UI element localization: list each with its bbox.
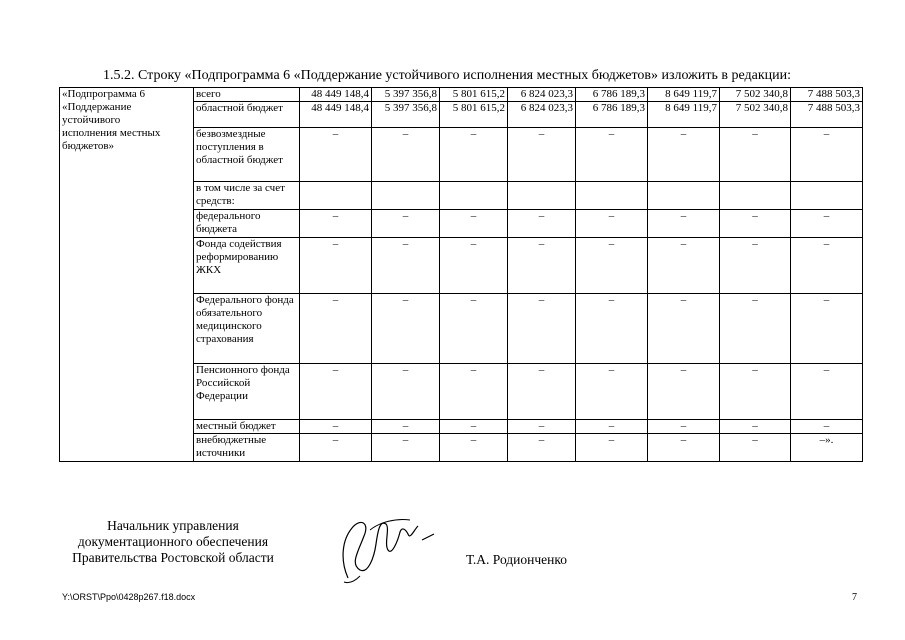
program-name-line: исполнения местных	[62, 127, 161, 139]
value-cell: 6 786 189,3	[576, 88, 648, 102]
value-cell: –	[576, 294, 648, 364]
value-cell: –	[720, 128, 791, 182]
value-cell: –	[372, 238, 440, 294]
value-cell: –	[372, 434, 440, 462]
value-cell: –	[648, 294, 720, 364]
value-cell: 48 449 148,4	[300, 102, 372, 128]
value-cell: –	[648, 128, 720, 182]
value-cell: –	[508, 364, 576, 420]
value-cell: –	[720, 294, 791, 364]
value-cell: –	[300, 294, 372, 364]
value-cell: –	[440, 420, 508, 434]
value-cell: –	[648, 210, 720, 238]
position-line: Начальник управления	[107, 518, 239, 533]
position-line: документационного обеспечения	[77, 534, 269, 549]
value-cell: 5 397 356,8	[372, 102, 440, 128]
value-cell: –	[508, 294, 576, 364]
value-cell: –	[372, 128, 440, 182]
program-name-line: «Подпрограмма 6	[62, 88, 145, 100]
value-cell: –	[648, 420, 720, 434]
value-cell: 8 649 119,7	[648, 88, 720, 102]
value-cell: –	[791, 210, 863, 238]
value-cell: –	[300, 420, 372, 434]
funding-source-cell: внебюджетные источники	[194, 434, 300, 462]
funding-source-cell: безвозмездные поступления в областной бюджет	[194, 128, 300, 182]
value-cell: –	[720, 238, 791, 294]
value-cell: –	[300, 128, 372, 182]
value-cell: –	[300, 364, 372, 420]
value-cell: –	[300, 238, 372, 294]
value-cell: –	[720, 420, 791, 434]
signatory-name: Т.А. Родионченко	[466, 552, 567, 567]
value-cell: 6 824 023,3	[508, 88, 576, 102]
value-cell: –	[440, 294, 508, 364]
value-cell: –	[300, 210, 372, 238]
program-name-line: бюджетов»	[62, 140, 115, 152]
value-cell: –	[372, 210, 440, 238]
value-cell	[440, 182, 508, 210]
value-cell: –	[576, 434, 648, 462]
value-cell	[648, 182, 720, 210]
value-cell: 7 488 503,3	[791, 102, 863, 128]
funding-source-cell: местный бюджет	[194, 420, 300, 434]
document-heading: 1.5.2. Строку «Подпрограмма 6 «Поддержание устойчивого исполнения местных бюджетов» изложить в редакции:	[103, 68, 791, 83]
value-cell: 5 397 356,8	[372, 88, 440, 102]
value-cell: –	[791, 294, 863, 364]
value-cell: –	[440, 210, 508, 238]
budget-table	[59, 87, 863, 462]
value-cell: 5 801 615,2	[440, 102, 508, 128]
funding-source-cell: федерального бюджета	[194, 210, 300, 238]
signature-position	[60, 518, 286, 566]
value-cell: 7 502 340,8	[720, 88, 791, 102]
value-cell: –	[720, 434, 791, 462]
value-cell: 8 649 119,7	[648, 102, 720, 128]
value-cell: –	[576, 210, 648, 238]
value-cell: –	[440, 128, 508, 182]
funding-source-cell: областной бюджет	[194, 102, 300, 128]
value-cell: –	[720, 210, 791, 238]
value-cell: –	[791, 238, 863, 294]
program-name-line: «Поддержание	[62, 101, 132, 113]
value-cell: 7 502 340,8	[720, 102, 791, 128]
value-cell: –	[648, 364, 720, 420]
value-cell: –	[576, 128, 648, 182]
program-name-line: устойчивого	[62, 114, 121, 126]
value-cell: 6 824 023,3	[508, 102, 576, 128]
value-cell: 7 488 503,3	[791, 88, 863, 102]
value-cell: –	[576, 238, 648, 294]
value-cell: –	[576, 364, 648, 420]
value-cell: –	[508, 238, 576, 294]
value-cell: –	[576, 420, 648, 434]
table-row	[60, 88, 863, 102]
value-cell	[720, 182, 791, 210]
page-number: 7	[852, 592, 857, 603]
value-cell: –	[372, 294, 440, 364]
funding-source-cell: в том числе за счет средств:	[194, 182, 300, 210]
value-cell: –	[720, 364, 791, 420]
value-cell: –	[791, 128, 863, 182]
position-line: Правительства Ростовской области	[72, 550, 274, 565]
value-cell: –	[440, 364, 508, 420]
value-cell: –	[791, 364, 863, 420]
value-cell: –	[648, 434, 720, 462]
value-cell: –	[440, 434, 508, 462]
handwritten-signature	[330, 500, 440, 590]
value-cell	[300, 182, 372, 210]
value-cell: –	[508, 210, 576, 238]
value-cell: 5 801 615,2	[440, 88, 508, 102]
value-cell: –	[300, 434, 372, 462]
funding-source-cell: Пенсионного фонда Российской Федерации	[194, 364, 300, 420]
value-cell	[372, 182, 440, 210]
value-cell: –».	[791, 434, 863, 462]
value-cell: –	[372, 420, 440, 434]
value-cell	[508, 182, 576, 210]
value-cell: 6 786 189,3	[576, 102, 648, 128]
value-cell	[791, 182, 863, 210]
value-cell: –	[508, 434, 576, 462]
value-cell: –	[440, 238, 508, 294]
file-path: Y:\ORST\Ppo\0428p267.f18.docx	[62, 592, 196, 602]
value-cell	[576, 182, 648, 210]
value-cell: 48 449 148,4	[300, 88, 372, 102]
program-name-cell	[60, 88, 194, 462]
value-cell: –	[648, 238, 720, 294]
value-cell: –	[508, 420, 576, 434]
value-cell: –	[372, 364, 440, 420]
funding-source-cell: Федерального фонда обязательного медицинского страхования	[194, 294, 300, 364]
value-cell: –	[791, 420, 863, 434]
funding-source-cell: Фонда содействия реформированию ЖКХ	[194, 238, 300, 294]
funding-source-cell: всего	[194, 88, 300, 102]
value-cell: –	[508, 128, 576, 182]
